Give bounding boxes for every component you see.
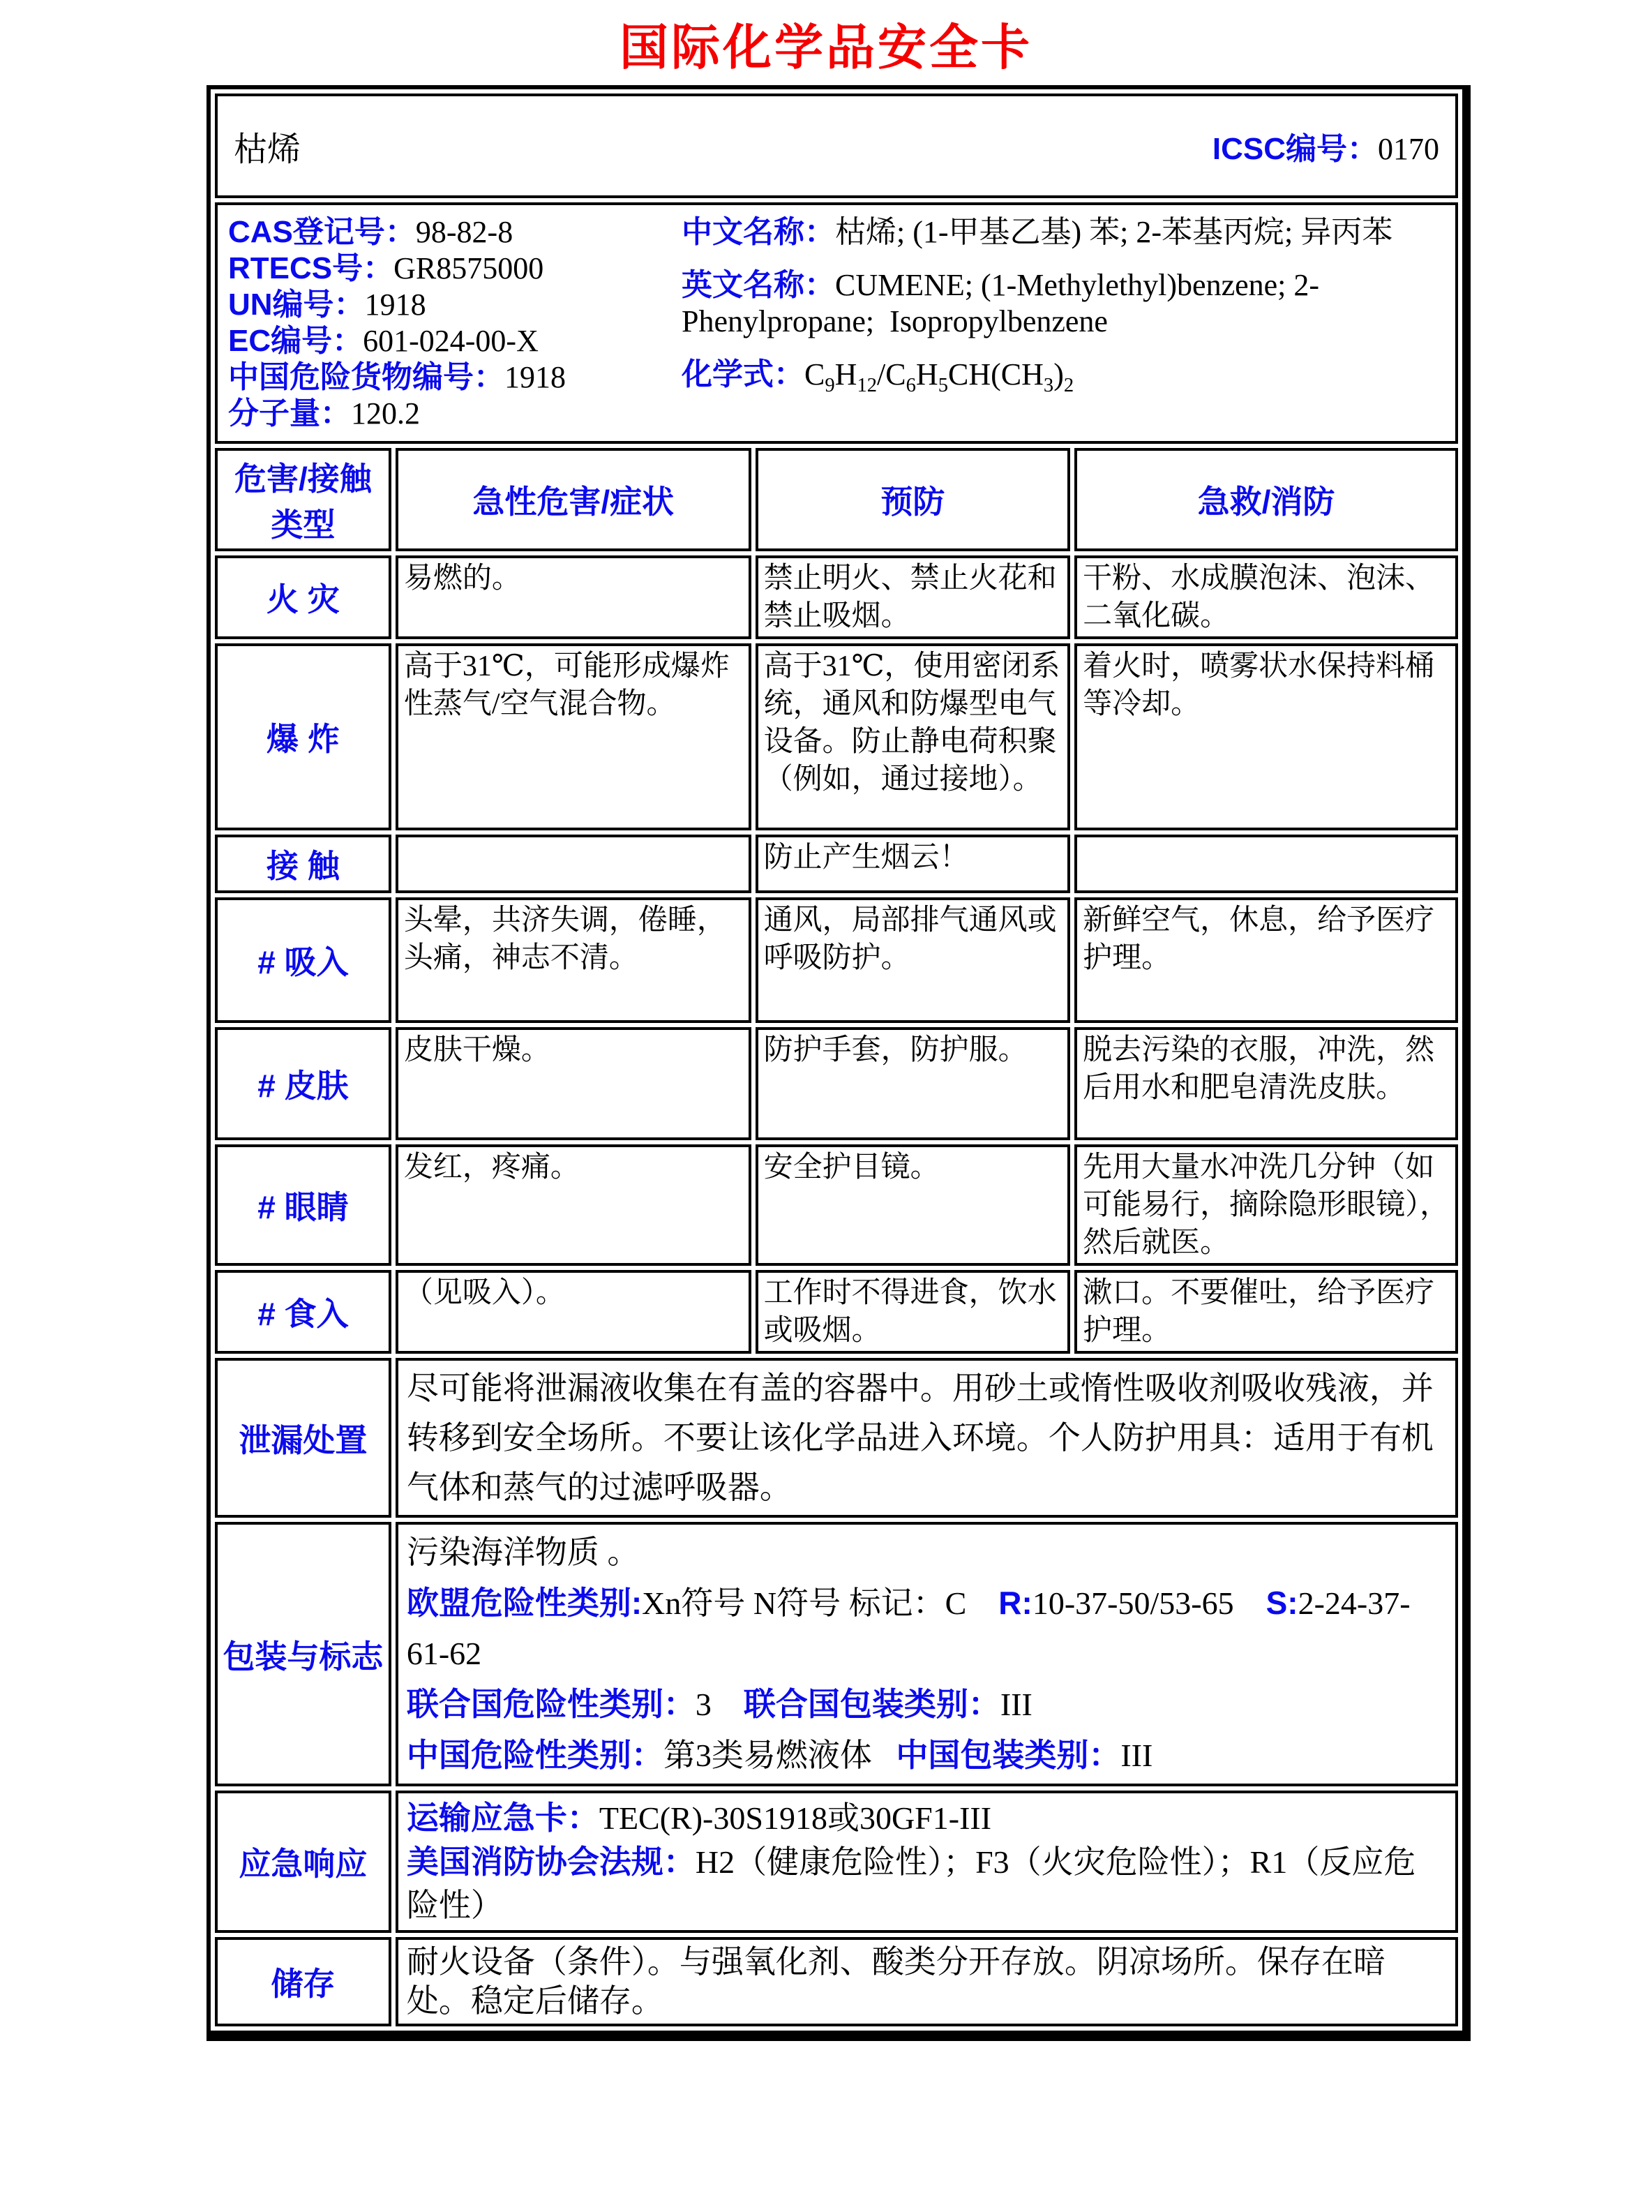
header-prevention: 预防 (756, 448, 1071, 551)
explosion-symptoms: 高于31℃，可能形成爆炸性蒸气/空气混合物。 (396, 643, 751, 830)
eyes-symptoms: 发红，疼痛。 (396, 1144, 751, 1266)
row-explosion (215, 643, 1458, 830)
explosion-prevention: 高于31℃，使用密闭系统，通风和防爆型电气设备。防止静电荷积聚（例如，通过接地）。 (756, 643, 1071, 830)
china-classification: 中国危险性类别：第3类易燃液体 中国包装类别：III (406, 1737, 1153, 1773)
chemical-formula: 化学式：$C_9H_{12}/C_6H_5CH(CH_3)_2$ (682, 357, 1074, 396)
chemical-names (682, 214, 1455, 432)
nfpa-code: 美国消防协会法规：H2（健康危险性）；F3（火灾危险性）；R1（反应危险性） (406, 1844, 1416, 1923)
row-skin (215, 1027, 1458, 1140)
eu-classification: 欧盟危险性类别:Xn符号 N符号 标记：C R:10-37-50/53-65 S:2-24-37-61-62 (406, 1585, 1411, 1671)
identity-cell (215, 94, 1458, 198)
transport-emergency-card: 运输应急卡：TEC(R)-30S1918或30GF1-III (406, 1800, 992, 1836)
eyes-type: # 眼睛 (215, 1144, 391, 1266)
skin-symptoms: 皮肤干燥。 (396, 1027, 751, 1140)
emergency-content (396, 1791, 1458, 1933)
molecular-weight: 分子量：120.2 (228, 396, 420, 431)
ingestion-symptoms: （见吸入）。 (396, 1270, 751, 1354)
chemical-name: 枯烯 (234, 130, 301, 168)
row-ingestion (215, 1270, 1458, 1354)
marine-pollutant: 污染海洋物质 。 (406, 1534, 640, 1570)
inhalation-prevention: 通风，局部排气通风或呼吸防护。 (756, 897, 1071, 1023)
header-response: 急救/消防 (1074, 448, 1458, 551)
page-title: 国际化学品安全卡 (620, 20, 1032, 75)
ingestion-prevention: 工作时不得进食，饮水或吸烟。 (756, 1270, 1071, 1354)
header-hazard-type: 危害/接触 类型 (215, 448, 391, 551)
contact-type: 接 触 (215, 835, 391, 893)
storage-content: 耐火设备（条件）。与强氧化剂、酸类分开存放。阴凉场所。保存在暗处。稳定后储存。 (396, 1937, 1458, 2026)
header-symptoms: 急性危害/症状 (396, 448, 751, 551)
fire-type: 火 灾 (215, 555, 391, 639)
identity-row (215, 94, 1458, 198)
inhalation-response: 新鲜空气，休息，给予医疗护理。 (1074, 897, 1458, 1023)
english-name: 英文名称：CUMENE; (1-Methylethyl)benzene; 2-Phenylpropane; Isopropylbenzene (682, 268, 1320, 338)
rtecs-number: RTECS号：GR8575000 (228, 251, 544, 285)
contact-response (1074, 835, 1458, 893)
skin-type: # 皮肤 (215, 1027, 391, 1140)
row-fire (215, 555, 1458, 639)
packaging-content (396, 1522, 1458, 1786)
eyes-prevention: 安全护目镜。 (756, 1144, 1071, 1266)
fire-response: 干粉、水成膜泡沫、泡沫、二氧化碳。 (1074, 555, 1458, 639)
info-cell (215, 202, 1458, 444)
packaging-label: 包装与标志 (215, 1522, 391, 1786)
row-storage (215, 1937, 1458, 2026)
spillage-label: 泄漏处置 (215, 1358, 391, 1518)
spillage-content: 尽可能将泄漏液收集在有盖的容器中。用砂土或惰性吸收剂吸收残液，并转移到安全场所。不要让该化学品进入环境。个人防护用具：适用于有机气体和蒸气的过滤呼吸器。 (396, 1358, 1458, 1518)
fire-prevention: 禁止明火、禁止火花和禁止吸烟。 (756, 555, 1071, 639)
icsc-number-label: ICSC编号： (1212, 132, 1378, 166)
contact-prevention: 防止产生烟云！ (756, 835, 1071, 893)
row-spillage (215, 1358, 1458, 1518)
icsc-number-value: 0170 (1378, 132, 1439, 166)
cas-number: CAS登记号：98-82-8 (228, 215, 513, 249)
chinese-name: 中文名称：枯烯; (1-甲基乙基) 苯; 2-苯基丙烷; 异丙苯 (682, 215, 1393, 249)
ec-number: EC编号：601-024-00-X (228, 324, 539, 358)
ingestion-type: # 食入 (215, 1270, 391, 1354)
row-packaging (215, 1522, 1458, 1786)
skin-prevention: 防护手套，防护服。 (756, 1027, 1071, 1140)
un-classification: 联合国危险性类别：3 联合国包装类别：III (406, 1686, 1032, 1722)
explosion-type: 爆 炸 (215, 643, 391, 830)
row-emergency (215, 1791, 1458, 1933)
info-row (215, 202, 1458, 444)
row-eyes (215, 1144, 1458, 1266)
explosion-response: 着火时，喷雾状水保持料桶等冷却。 (1074, 643, 1458, 830)
fire-symptoms: 易燃的。 (396, 555, 751, 639)
storage-label: 储存 (215, 1937, 391, 2026)
contact-symptoms (396, 835, 751, 893)
hazard-header-row (215, 448, 1458, 551)
icsc-number (1212, 124, 1439, 168)
row-inhalation (215, 897, 1458, 1023)
inhalation-symptoms: 头晕，共济失调，倦睡，头痛，神志不清。 (396, 897, 751, 1023)
registry-numbers (228, 214, 682, 432)
un-number: UN编号：1918 (228, 287, 426, 322)
china-dg-number: 中国危险货物编号：1918 (228, 360, 566, 394)
emergency-label: 应急响应 (215, 1791, 391, 1933)
skin-response: 脱去污染的衣服，冲洗，然后用水和肥皂清洗皮肤。 (1074, 1027, 1458, 1140)
icsc-card-table (206, 85, 1471, 2041)
row-contact (215, 835, 1458, 893)
eyes-response: 先用大量水冲洗几分钟（如可能易行，摘除隐形眼镜），然后就医。 (1074, 1144, 1458, 1266)
inhalation-type: # 吸入 (215, 897, 391, 1023)
ingestion-response: 漱口。不要催吐，给予医疗护理。 (1074, 1270, 1458, 1354)
